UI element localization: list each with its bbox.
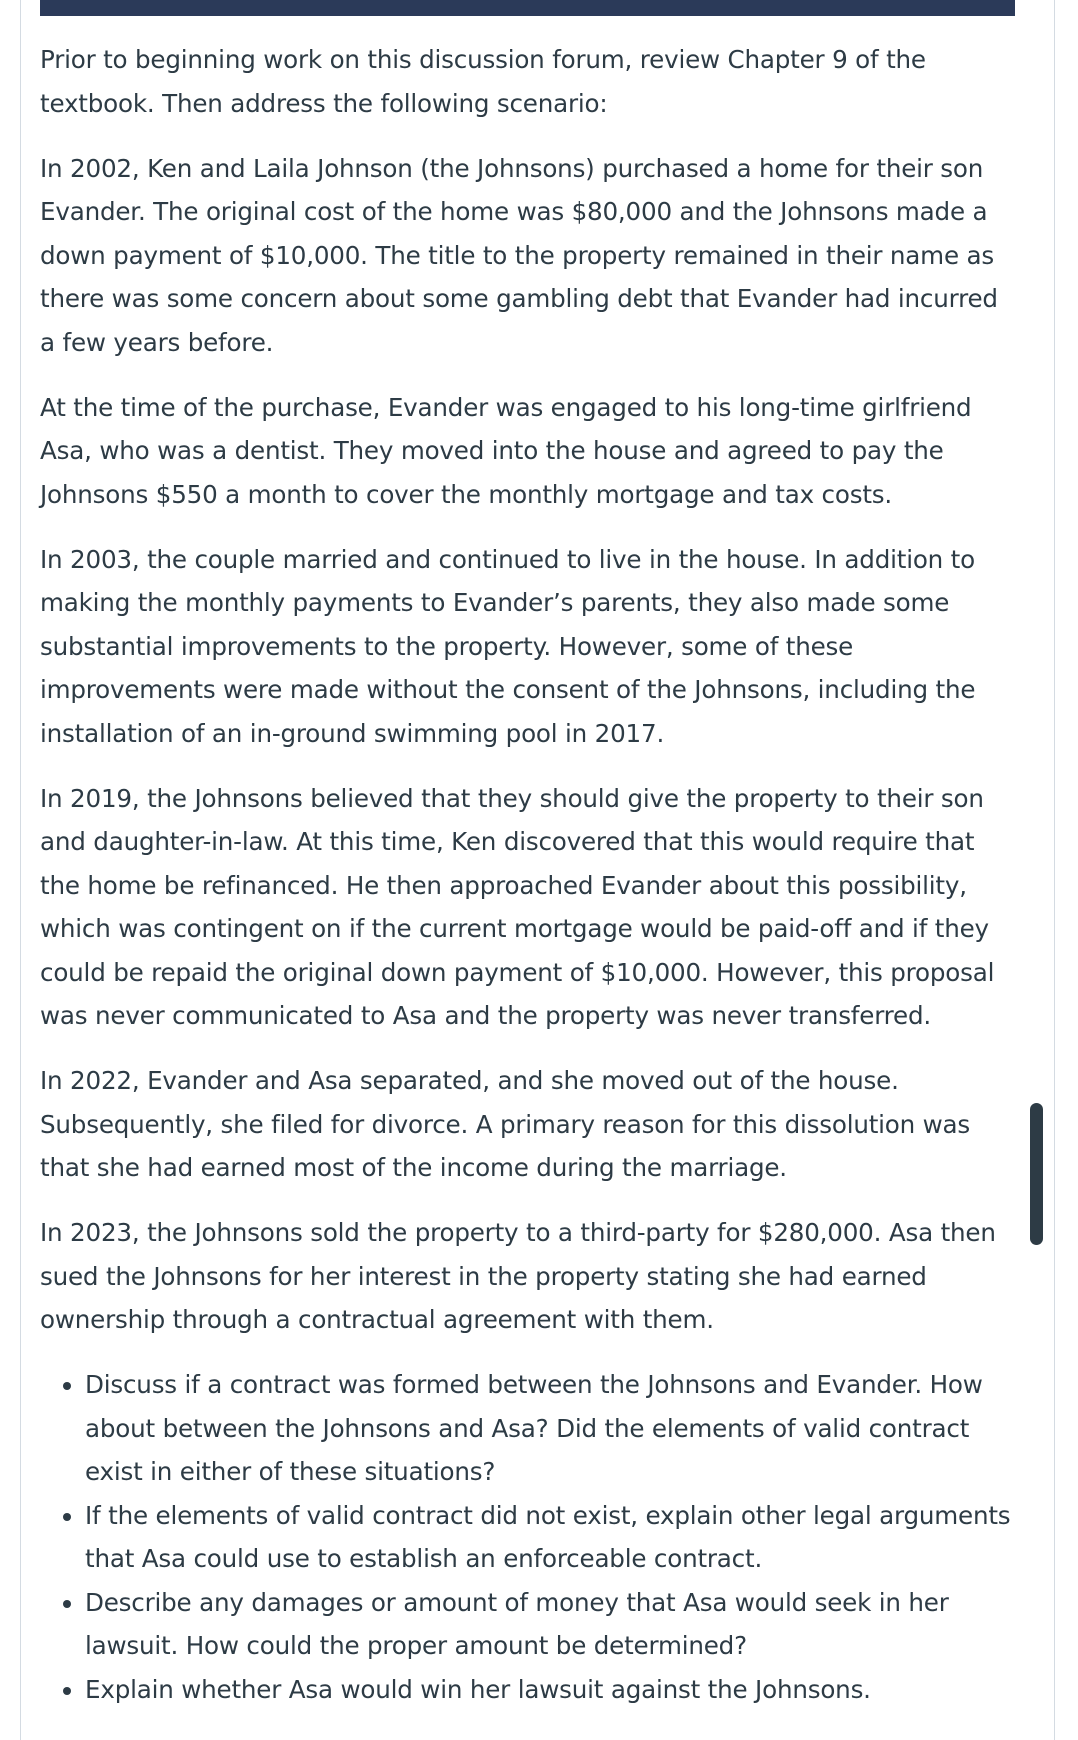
scrollbar[interactable] (1025, 1095, 1051, 1255)
question-item: • Describe any damages or amount of money that Asa would seek in her lawsuit. How could the proper amount be determined? (85, 1581, 1020, 1668)
scenario-paragraph-3: In 2003, the couple married and continued to live in the house. In addition to making the monthly payments to Evander’s parents, they also made some substantial improvements to the property. However, some of these improvements were made without the consent of the Johnsons, including the installation of an in-ground swimming pool in 2017. (40, 544, 976, 748)
scenario-paragraph-6: In 2023, the Johnsons sold the property to a third-party for $280,000. Asa then sued the Johnsons for her interest in the property stating she had earned ownership through a contractual agreement with them. (40, 1218, 996, 1334)
scenario-paragraph-1: In 2002, Ken and Laila Johnson (the Johnsons) purchased a home for their son Evander. The original cost of the home was $80,000 and the Johnsons made a down payment of $10,000. The title to the property remained in their name as there was some concern about some gambling debt that Evander had incurred a few years before. (40, 153, 998, 357)
question-item: • If the elements of valid contract did not exist, explain other legal arguments that Asa could use to establish an enforceable contract. (85, 1494, 1020, 1581)
question-item: • Discuss if a contract was formed between the Johnsons and Evander. How about between the Johnsons and Asa? Did the elements of valid contract exist in either of these situations? (85, 1363, 1020, 1494)
scenario-paragraph-4: In 2019, the Johnsons believed that they should give the property to their son and daughter-in-law. At this time, Ken discovered that this would require that the home be refinanced. He then approached Evander about this possibility, which was contingent on if the current mortgage would be paid-off and if they could be repaid the original down payment of $10,000. However, this proposal was never communicated to Asa and the property was never transferred. (40, 783, 995, 1030)
question-list (40, 1363, 1020, 1711)
question-item: • Explain whether Asa would win her lawsuit against the Johnsons. (85, 1668, 1020, 1712)
header-bar (40, 0, 1015, 16)
scenario-paragraph-5: In 2022, Evander and Asa separated, and she moved out of the house. Subsequently, she filed for divorce. A primary reason for this dissolution was that she had earned most of the income during the marriage. (40, 1066, 971, 1182)
discussion-prompt (40, 38, 1020, 1711)
intro-paragraph: Prior to beginning work on this discussion forum, review Chapter 9 of the textbook. Then address the following scenario: (40, 45, 926, 118)
scenario-paragraph-2: At the time of the purchase, Evander was engaged to his long-time girlfriend Asa, who was a dentist. They moved into the house and agreed to pay the Johnsons $550 a month to cover the monthly mortgage and tax costs. (40, 392, 972, 509)
scrollbar-thumb[interactable] (1030, 1103, 1043, 1245)
